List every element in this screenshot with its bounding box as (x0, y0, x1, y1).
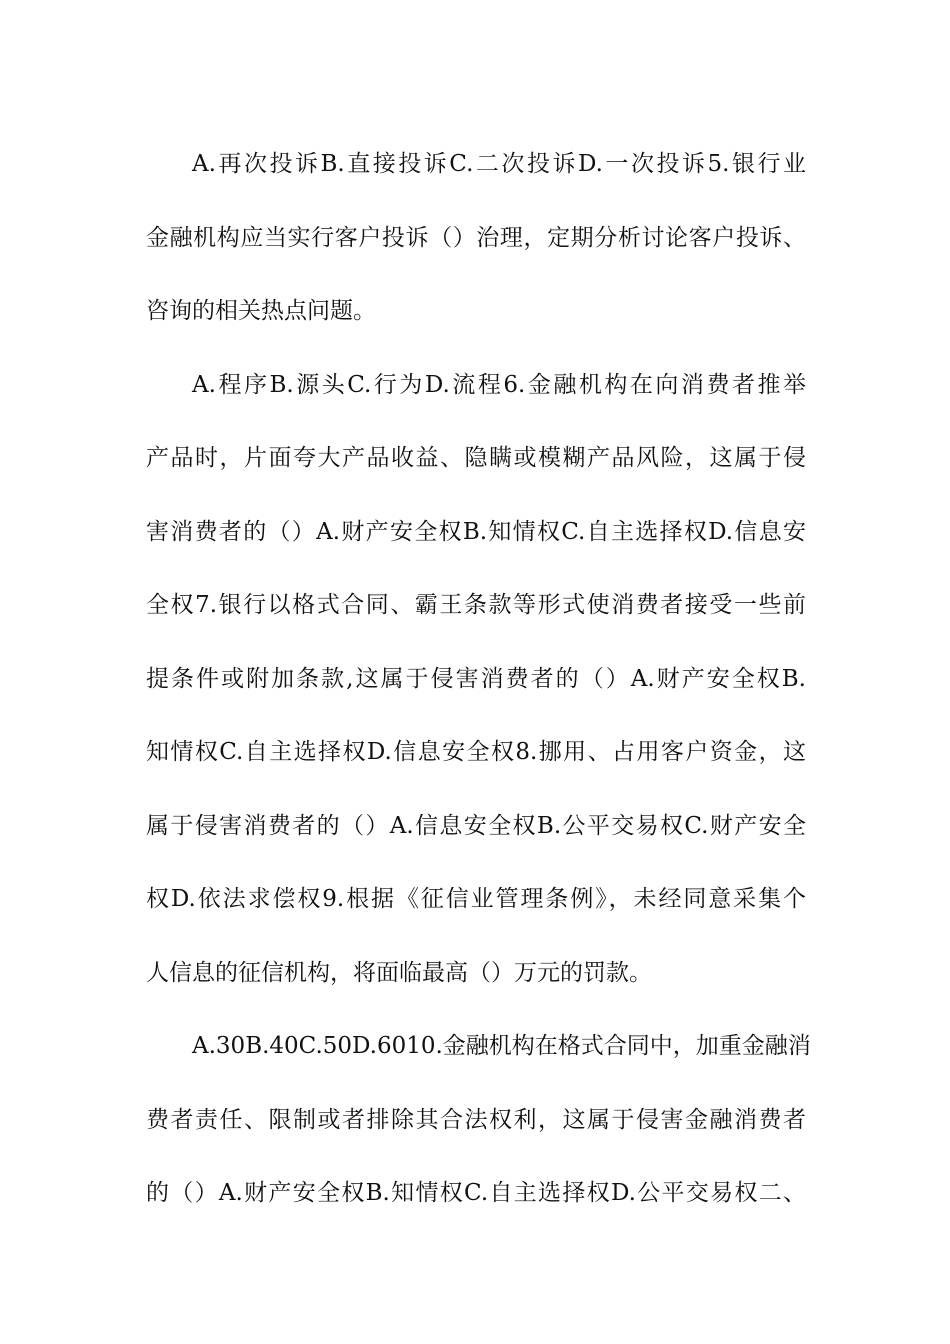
text-line: 人信息的征信机构，将面临最高（）万元的罚款。 (146, 959, 652, 986)
text-line: 费者责任、限制或者排除其合法权利，这属于侵害金融消费者 (146, 1106, 806, 1133)
document-body (146, 128, 811, 1231)
text-line: 知情权C.自主选择权D.信息安全权8.挪用、占用客户资金，这 (146, 739, 806, 765)
text-line: 害消费者的（）A.财产安全权B.知情权C.自主选择权D.信息安 (146, 518, 806, 545)
text-line: 金融机构应当实行客户投诉（）治理，定期分析讨论客户投诉、 (146, 224, 806, 251)
text-line: A.30B.40C.50D.6010.金融机构在格式合同中，加重金融消 (192, 1033, 811, 1059)
text-line: 全权7.银行以格式合同、霸王条款等形式使消费者接受一些前 (146, 592, 806, 618)
text-line: 的（）A.财产安全权B.知情权C.自主选择权D.公平交易权二、 (146, 1180, 806, 1206)
text-line: 权D.依法求偿权9.根据《征信业管理条例》，未经同意采集个 (146, 886, 806, 912)
text-line: 提条件或附加条款,这属于侵害消费者的（）A.财产安全权B. (146, 665, 806, 692)
text-line: 属于侵害消费者的（）A.信息安全权B.公平交易权C.财产安全 (146, 812, 806, 839)
text-line: 产品时，片面夸大产品收益、隐瞒或模糊产品风险，这属于侵 (146, 445, 806, 471)
text-line: A.再次投诉B.直接投诉C.二次投诉D.一次投诉5.银行业 (192, 151, 806, 177)
text-line: A.程序B.源头C.行为D.流程6.金融机构在向消费者推举 (192, 371, 806, 398)
text-line: 咨询的相关热点问题。 (146, 298, 376, 324)
